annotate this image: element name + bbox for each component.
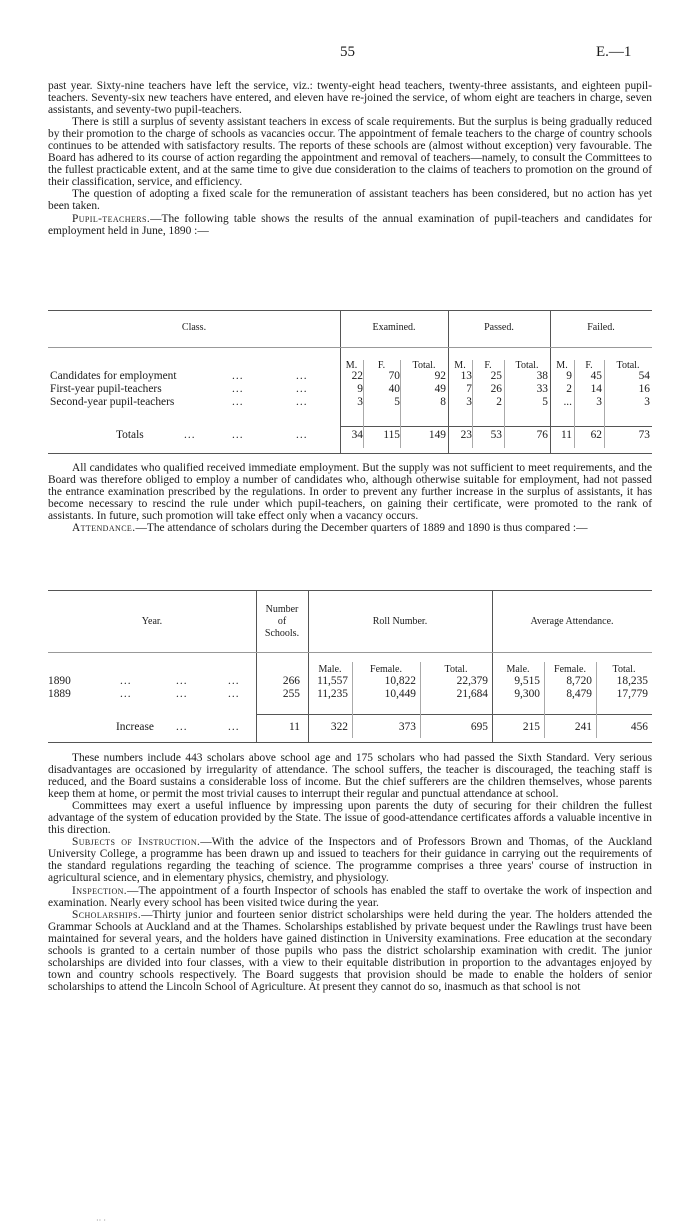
printer-mark: ·· · (96, 1216, 106, 1225)
paragraph-teachers-changes: past year. Sixty-nine teachers have left the service, viz.: twenty-eight head teachers, twenty-three assistants, and eighteen pupil-teachers. Seventy-six new teachers have entered, and eleven have re-joined the service, of whom eight are teachers in charge, seven assistants, and seventy-two pupil-teachers. (48, 80, 652, 117)
increase-cell: 373 (398, 721, 416, 733)
table-cell: 5 (542, 396, 548, 408)
increase-cell: 695 (470, 721, 488, 733)
table-cell: 10,449 (384, 688, 416, 700)
table-cell: 10,822 (384, 675, 416, 687)
table-cell: 13 (460, 370, 472, 382)
totals-cell: 62 (590, 429, 602, 441)
leader-dots: ... (176, 675, 188, 687)
row-year: 1890 (48, 675, 71, 687)
header-failed: Failed. (587, 322, 615, 333)
header-year: Year. (141, 616, 163, 627)
table-cell: 45 (590, 370, 602, 382)
row-label: Second-year pupil-teachers (50, 396, 175, 408)
totals-cell: 149 (428, 429, 446, 441)
heading-inspection: Inspection. (72, 884, 128, 897)
subheader-m: M. (345, 360, 358, 371)
table-cell: 266 (282, 675, 300, 687)
subheader-total: Total. (444, 664, 468, 675)
increase-cell: 11 (289, 721, 300, 733)
table-cell: 33 (536, 383, 548, 395)
table-cell: 17,779 (616, 688, 648, 700)
table-cell: 11,557 (317, 675, 348, 687)
text-block-1 (48, 80, 652, 237)
table-cell: 9 (357, 383, 363, 395)
table-cell: 255 (282, 688, 300, 700)
table-cell: 18,235 (616, 675, 648, 687)
text-block-3 (48, 752, 652, 993)
pupil-teacher-results-table (48, 310, 652, 456)
header-schools-line2: of (277, 616, 287, 627)
table-cell: 2 (496, 396, 502, 408)
subheader-m: M. (556, 360, 568, 371)
subheader-total: Total. (412, 360, 436, 371)
paragraph-attendance: Attendance.—The attendance of scholars during the December quarters of 1889 and 1890 is thus compared :— (72, 522, 588, 535)
totals-cell: 23 (460, 429, 472, 441)
table-cell: 25 (490, 370, 502, 382)
subheader-m: M. (454, 360, 466, 371)
leader-dots: ... (228, 721, 240, 733)
paragraph-candidates: All candidates who qualified received immediate employment. But the supply was not sufficient to meet requirements, and the Board was therefore obliged to employ a number of candidates who, although otherwise suitable for employment, had not passed the entrance examination prescribed by the regulations. In order to prevent any further increase in the surplus of assistants, it has become necessary to rescind the rule under which pupil-teachers, on gaining their certificate, were promoted to the rank of assistants. In future, such promotion will take effect only when a vacancy occurs. (48, 462, 652, 523)
row-year: 1889 (48, 688, 71, 700)
table-cell: 3 (357, 396, 363, 408)
table-cell: 5 (394, 396, 400, 408)
paragraph-scholarships: Scholarships.—Thirty junior and fourteen senior district scholarships were held during the year. The holders attended the Grammar Schools at Auckland and at the Thames. Scholarships established by private bequest under the Rawlings trust have been maintained for several years, and the holders have gained distinction in University examinations. Free education at the secondary schools is granted to a certain number of those pupils who pass the district scholarship examination with credit. The junior scholarships are divided into four classes, with a view to their equitable distribution in proportion to the advantages enjoyed by town and country schools respectively. The Board suggests that provision should be made to enable the holders of senior scholarships to attend the Lincoln School of Agriculture. At present they cannot do so, inasmuch as that school is not (48, 908, 652, 993)
totals-cell: 34 (351, 429, 363, 441)
subheader-total: Total. (616, 360, 640, 371)
leader-dots: ... (232, 396, 244, 408)
table-cell: 14 (590, 383, 602, 395)
leader-dots: ... (232, 429, 244, 441)
table-cell: 9 (566, 370, 572, 382)
paragraph-inspection: Inspection.—The appointment of a fourth Inspector of schools has enabled the staff to overtake the work of inspection and examination. Nearly every school has been visited twice during the year. (48, 884, 652, 909)
subheader-f: F. (484, 360, 492, 371)
heading-pupil-teachers: Pupil-teachers. (72, 212, 151, 225)
leader-dots: ... (176, 721, 188, 733)
heading-attendance: Attendance. (72, 522, 136, 535)
table-cell: 3 (644, 396, 650, 408)
increase-cell: 456 (630, 721, 648, 733)
table-cell: 54 (638, 370, 650, 382)
table-cell: 70 (388, 370, 400, 382)
totals-cell: 11 (561, 429, 572, 441)
subheader-female: Female. (370, 664, 402, 675)
leader-dots: ... (232, 383, 244, 395)
leader-dots: ... (184, 429, 196, 441)
leader-dots: ... (120, 675, 132, 687)
table-cell: 8,720 (566, 675, 592, 687)
leader-dots: ... (296, 396, 308, 408)
paragraph-pupil-teachers: Pupil-teachers.—The following table shows the results of the annual examination of pupil-teachers and candidates for employment held in June, 1890 :— (48, 212, 652, 237)
table-cell: 92 (434, 370, 446, 382)
paragraph-committees: Committees may exert a useful influence by impressing upon parents the duty of securing for their children the fullest advantage of the system of education provided by the State. The issue of good-attendance certificates affords a valuable incentive in this direction. (48, 800, 652, 837)
header-examined: Examined. (372, 322, 416, 333)
table-cell: 11,235 (317, 688, 348, 700)
table-cell: 22,379 (456, 675, 488, 687)
table-cell: 40 (388, 383, 400, 395)
table-cell: 38 (536, 370, 548, 382)
table-cell: 22 (351, 370, 363, 382)
leader-dots: ... (232, 370, 244, 382)
document-reference: E.—1 (596, 44, 632, 60)
totals-cell: 76 (536, 429, 548, 441)
table-cell: 3 (596, 396, 602, 408)
attendance-table (48, 590, 652, 746)
paragraph-surplus: There is still a surplus of seventy assistant teachers in excess of scale requirements. But the surplus is being gradually reduced by their promotion to the charge of schools as vacancies occur. The appointment of female teachers to the charge of country schools continues to be attended with satisfactory results. The reports of these schools are (almost without exception) very favourable. The Board has adhered to its course of action regarding the appointment and removal of teachers—namely, to consult the Committees to the fullest practicable extent, and at the same time to give due consideration to the claims of teachers to promotion on the ground of their classification, service, and efficiency. (48, 116, 652, 189)
table-cell: ... (563, 396, 572, 408)
subheader-male: Male. (318, 664, 342, 675)
heading-scholarships: Scholarships. (72, 908, 142, 921)
table-cell: 9,300 (514, 688, 540, 700)
totals-cell: 115 (383, 429, 400, 441)
leader-dots: ... (296, 429, 308, 441)
table-cell: 49 (434, 383, 446, 395)
increase-cell: 241 (574, 721, 592, 733)
paragraph-attendance-notes: These numbers include 443 scholars above school age and 175 scholars who had passed the Sixth Standard. Very serious disadvantages are occasioned by irregularity of attendance. The school suffers, the teacher is discouraged, the teaching staff is reduced, and the Board sustains a considerable loss of income. But the chief sufferers are the children themselves, whose parents keep them at home, or permit the most trivial causes to interrupt their regular and punctual attendance at school. (48, 752, 652, 801)
table-cell: 21,684 (456, 688, 488, 700)
header-average-attendance: Average Attendance. (530, 616, 614, 627)
subheader-f: F. (585, 360, 593, 371)
increase-label: Increase (116, 721, 154, 733)
increase-cell: 322 (330, 721, 348, 733)
page-header (0, 44, 700, 64)
table-cell: 2 (566, 383, 572, 395)
heading-subjects: Subjects of Instruction. (72, 836, 201, 849)
totals-cell: 73 (638, 429, 650, 441)
subheader-total: Total. (612, 664, 636, 675)
subheader-total: Total. (515, 360, 539, 371)
leader-dots: ... (120, 688, 132, 700)
table-cell: 8,479 (566, 688, 592, 700)
header-class: Class. (181, 322, 207, 333)
leader-dots: ... (296, 370, 308, 382)
header-passed: Passed. (484, 322, 514, 333)
table-cell: 7 (466, 383, 472, 395)
table-cell: 26 (490, 383, 502, 395)
increase-cell: 215 (522, 721, 540, 733)
leader-dots: ... (228, 675, 240, 687)
subheader-f: F. (377, 360, 386, 371)
row-label: First-year pupil-teachers (50, 383, 162, 395)
paragraph-subjects: Subjects of Instruction.—With the advice of the Inspectors and of Professors Brown and Thomas, of the Auckland University College, a programme has been drawn up and issued to teachers for their guidance in carrying out the requirements of the standard regulations regarding the teaching of science. The programme comprises a three years' course of instruction in agricultural science, and in elementary physics, chemistry, and physiology. (48, 836, 652, 885)
subheader-male: Male. (506, 664, 530, 675)
table-cell: 9,515 (514, 675, 540, 687)
header-schools-line3: Schools. (264, 628, 300, 639)
row-label: Candidates for employment (50, 370, 177, 382)
header-schools-line1: Number (265, 604, 299, 615)
totals-cell: 53 (490, 429, 502, 441)
subheader-female: Female. (554, 664, 586, 675)
page-number: 55 (340, 44, 355, 60)
leader-dots: ... (176, 688, 188, 700)
header-roll-number: Roll Number. (372, 616, 428, 627)
text-block-2 (48, 462, 652, 534)
totals-label: Totals (116, 429, 144, 441)
paragraph-scale: The question of adopting a fixed scale for the remuneration of assistant teachers has been considered, but no action has yet been taken. (48, 188, 652, 213)
table-cell: 16 (638, 383, 650, 395)
leader-dots: ... (228, 688, 240, 700)
leader-dots: ... (296, 383, 308, 395)
table-cell: 8 (440, 396, 446, 408)
table-cell: 3 (466, 396, 472, 408)
